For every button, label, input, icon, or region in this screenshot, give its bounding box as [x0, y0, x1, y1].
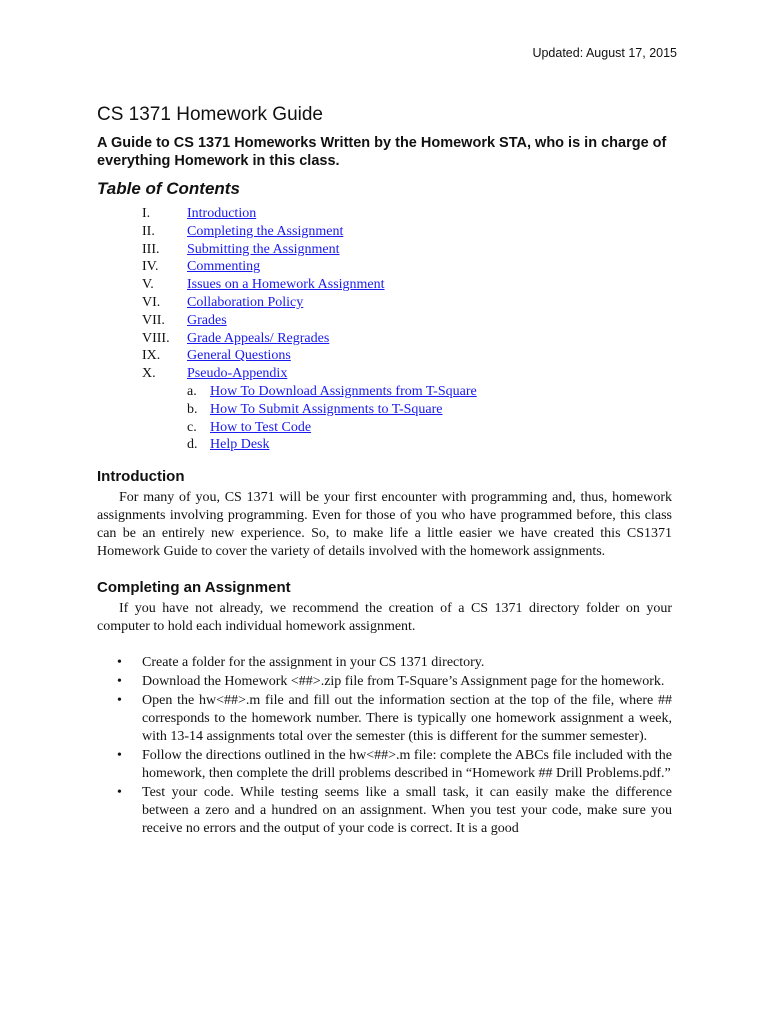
completing-steps-list [97, 654, 672, 838]
toc-number: b. [187, 401, 198, 417]
toc-link-collaboration[interactable]: Collaboration Policy [187, 294, 304, 310]
toc-link-completing[interactable]: Completing the Assignment [187, 223, 344, 239]
toc-link-introduction[interactable]: Introduction [187, 206, 257, 221]
toc-number: III. [142, 241, 160, 257]
introduction-paragraph: For many of you, CS 1371 will be your first encounter with programming and, thus, homework assignments involving programming. Even for those of you who have programmed before, this class can be an entirely new experience. So, to make life a little easier we have created this CS1371 Homework Guide to cover the variety of details involved with the homework assignments. [97, 490, 672, 560]
toc-subitem [97, 401, 672, 419]
toc-link-issues[interactable]: Issues on a Homework Assignment [187, 277, 385, 293]
toc-number: II. [142, 223, 155, 239]
completing-paragraph: If you have not already, we recommend the creation of a CS 1371 directory folder on your computer to hold each individual homework assignment. [97, 601, 672, 635]
section-heading-introduction: Introduction [97, 468, 185, 486]
section-heading-completing: Completing an Assignment [97, 579, 291, 597]
document-page [97, 104, 672, 839]
toc-item [97, 223, 672, 241]
document-subtitle: A Guide to CS 1371 Homeworks Written by the Homework STA, who is in charge of everything Homework in this class. [97, 135, 667, 169]
toc-number: a. [187, 383, 197, 399]
list-item: • Test your code. While testing seems like a small task, it can easily make the difference between a zero and a hundred on an assignment. When you test your code, make sure you receive no errors and the output of your code is correct. It is a good [97, 784, 672, 838]
toc-link-appendix[interactable]: Pseudo-Appendix [187, 366, 288, 382]
toc-item [97, 312, 672, 330]
toc-link-commenting[interactable]: Commenting [187, 259, 261, 275]
toc-subitem [97, 383, 672, 401]
toc-subitem [97, 419, 672, 437]
page-title: CS 1371 Homework Guide [97, 104, 323, 125]
toc-link-submit[interactable]: How To Submit Assignments to T-Square [210, 401, 443, 417]
list-item: • Open the hw<##>.m file and fill out the information section at the top of the file, where ## corresponds to the homework number. There is typically one homework assignment a week, with 13-14 assignments total over the semester (this is different for the summer semester). [97, 692, 672, 746]
toc-item [97, 205, 672, 223]
toc-number: V. [142, 277, 154, 293]
toc-link-regrades[interactable]: Grade Appeals/ Regrades [187, 330, 330, 346]
toc-item [97, 365, 672, 383]
list-item: • Download the Homework <##>.zip file from T-Square’s Assignment page for the homework. [97, 673, 672, 691]
toc-number: d. [187, 437, 198, 453]
toc-number: c. [187, 419, 197, 435]
toc-subitem [97, 436, 672, 454]
updated-date: Updated: August 17, 2015 [532, 46, 677, 60]
list-item: • Follow the directions outlined in the hw<##>.m file: complete the ABCs file included with the homework, then complete the drill problems described in “Homework ## Drill Problems.pdf.” [97, 747, 672, 783]
toc-number: IV. [142, 259, 159, 275]
toc-link-general-questions[interactable]: General Questions [187, 348, 291, 364]
toc-link-submitting[interactable]: Submitting the Assignment [187, 241, 340, 257]
toc-item [97, 258, 672, 276]
table-of-contents [97, 205, 672, 454]
toc-item [97, 294, 672, 312]
list-item: • Create a folder for the assignment in your CS 1371 directory. [97, 654, 672, 672]
toc-number: VI. [142, 294, 161, 310]
toc-item [97, 347, 672, 365]
toc-link-download[interactable]: How To Download Assignments from T-Square [210, 383, 477, 399]
toc-item [97, 241, 672, 259]
toc-link-grades[interactable]: Grades [187, 312, 227, 328]
toc-number: I. [142, 206, 151, 221]
toc-number: VIII. [142, 330, 170, 346]
toc-number: X. [142, 366, 156, 382]
toc-item [97, 276, 672, 294]
toc-number: VII. [142, 312, 165, 328]
toc-item [97, 330, 672, 348]
toc-title: Table of Contents [97, 179, 240, 198]
toc-number: IX. [142, 348, 161, 364]
toc-link-help-desk[interactable]: Help Desk [210, 437, 270, 453]
toc-link-test-code[interactable]: How to Test Code [210, 419, 312, 435]
